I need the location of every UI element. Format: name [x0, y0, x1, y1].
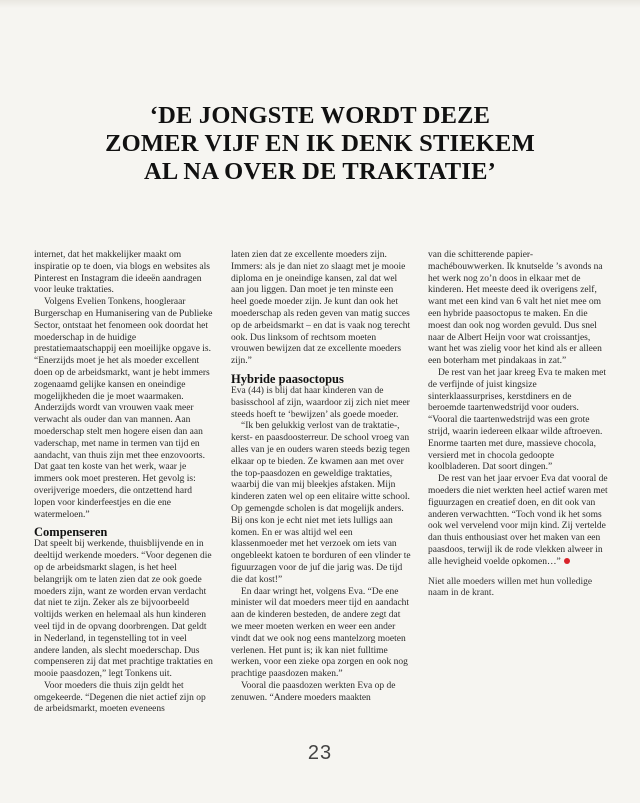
- paragraph: En daar wringt het, volgens Eva. “De ene minister wil dat moeders meer tijd en aandacht aan de kinderen besteden, de andere zegt dat we meer moeten werken en weer een ander vindt dat we ook nog eens mantelzorg moeten verlenen. Het punt is; ik kan niet fulltime werken, voor een zieke opa zorgen en ook nog prachtige paasdozen maken.”: [231, 586, 410, 680]
- headline-line-2: ZOMER VIJF EN IK DENK STIEKEM: [105, 130, 535, 158]
- paragraph: laten zien dat ze excellente moeders zijn. Immers: als je dan niet zo slaagt met je mooie diploma en je oneindige kansen, zal dat wel aan jou liggen. Dan moet je ten minste een heel goede moeder zijn. Je kunt dan ook het moederschap als reden geven van matig succes op de arbeidsmarkt – en dat is vaak nog terecht ook. Dus linksom of rechtsom moeten vrouwen bewijzen dat ze excellente moeders zijn.”: [231, 250, 411, 367]
- paragraph-text: De rest van het jaar ervoer Eva dat vooral de moeders die niet werkten heel actief waren met figuurzagen en creatief doen, en dit ook van anderen verwachtten. “Toch vond ik het soms ook wel vervelend voor mijn kind. Zij vertelde dan thuis enthousiast over het maken van een paasdoos, terwijl ik de rode vlekken alweer in alle hevigheid voelde opkomen…”: [428, 474, 608, 567]
- article-column-1: [34, 250, 214, 716]
- headline-line-3: AL NA OVER DE TRAKTATIE’: [144, 158, 496, 186]
- paragraph: Dat speelt bij werkende, thuisblijvende en in deeltijd werkende moeders. “Voor degenen die op de arbeidsmarkt slagen, is het heel belangrijk om te laten zien dat ze ook goede moeders zijn, want ze worden ervan verdacht dat niet te zijn. Zeker als ze bijvoorbeeld voltijds werken en helemaal als hun kinderen veel tijd in de opvang doorbrengen. Dat geldt in Nederland, in tegenstelling tot in veel andere landen, als slecht moederschap. Dus compenseren zij dat met prachtige traktaties en mooie paasdozen,” legt Tonkens uit.: [34, 539, 213, 680]
- paragraph: van die schitterende papier-machébouwwerken. Ik knutselde ’s avonds na het werk nog zo’n doos in elkaar met de kinderen. Het meeste deed ik overigens zelf, want met een kind van 6 valt het niet mee om een hybride paasoctopus te maken. En die moest dan ook nog worden gevuld. Dus snel naar de Albert Heijn voor wat croissantjes, want het was zielig voor het kind als er alleen een boterham met pindakaas in zat.”: [428, 250, 603, 367]
- paragraph: Eva (44) is blij dat haar kinderen van de basisschool af zijn, waardoor zij zich niet meer steeds hoeft te ‘bewijzen’ als goede moeder.: [231, 385, 410, 420]
- paragraph-last: [428, 474, 608, 568]
- pull-quote-headline: [40, 102, 600, 186]
- paragraph: Volgens Evelien Tonkens, hoogleraar Burgerschap en Humanisering van de Publieke Sector, ontstaat het fenomeen ook doordat het moederschap in de huidige prestatiemaatschappij een moeilijke opgave is. “Enerzijds moet je het als moeder excellent doen op de arbeidsmarkt, want je hebt immers zogenaamd gelijke kansen en oneindige mogelijkheden die je moet waarmaken. Anderzijds wordt van vrouwen vaak meer verwacht als ouder dan van mannen. Aan moederschap stelt men hogere eisen dan aan vaderschap, met name in termen van tijd en aandacht, van thuis zijn met thee enzovoorts. Dat gaat ten koste van het werk, waar je immers ook moet presteren. Het gevolg is: overijverige moeders, die ontzettend hard lopen voor kinderfeestjes en die ene watermeloen.”: [34, 297, 213, 520]
- paragraph: Vooral die paasdozen werkten Eva op de zenuwen. “Andere moeders maakten: [231, 680, 396, 703]
- paragraph: Voor moeders die thuis zijn geldt het omgekeerde. “Degenen die niet actief zijn op de arbeidsmarkt, moeten eveneens: [34, 680, 206, 715]
- headline-line-1: ‘DE JONGSTE WORDT DEZE: [149, 102, 491, 130]
- page-number: 23: [307, 742, 333, 764]
- paragraph: “Ik ben gelukkig verlost van de traktatie-, kerst- en paasdoosterreur. De school vroeg van alles van je en ouders waren steeds bezig tegen elkaar op te bieden. Ze kwamen aan met over the top-paasdozen en geweldige traktaties, waarbij die van mij bleekjes afstaken. Mijn kinderen zaten wel op een elitaire witte school. Op gemengde scholen is dat mogelijk anders. Bij ons kon je echt niet met iets lulligs aan komen. En er was altijd wel een klassenmoeder met het verzoek om iets van ongebleekt katoen te borduren of een vlinder te figuurzagen voor de juf die jarig was. De tijd die dat kost!”: [231, 421, 411, 585]
- page-top-edge: [0, 0, 640, 8]
- end-of-article-dot-icon: [564, 558, 570, 564]
- footnote: Niet alle moeders willen met hun volledige naam in de krant.: [428, 576, 593, 599]
- subheading-compenseren: Compenseren: [34, 525, 108, 540]
- paragraph: internet, dat het makkelijker maakt om inspiratie op te doen, via blogs en websites als Pinterest en Instagram die ideeën aandragen voor leuke traktaties.: [34, 250, 210, 296]
- article-column-3: [428, 250, 608, 600]
- subheading-hybride-paasoctopus: Hybride paasoctopus: [231, 371, 344, 386]
- article-column-2: [231, 250, 411, 704]
- paragraph: De rest van het jaar kreeg Eva te maken met de verfijnde of juist kingsize sinterklaassurprises, kerstdiners en de beroemde taartenwedstrijd voor ouders. “Vooral die taartenwedstrijd was een grote strijd, waarin iedereen elkaar wilde aftroeven. Enorme taarten met dure, massieve chocola, versierd met in chocola gedoopte koolbladeren. Dat soort dingen.”: [428, 367, 607, 473]
